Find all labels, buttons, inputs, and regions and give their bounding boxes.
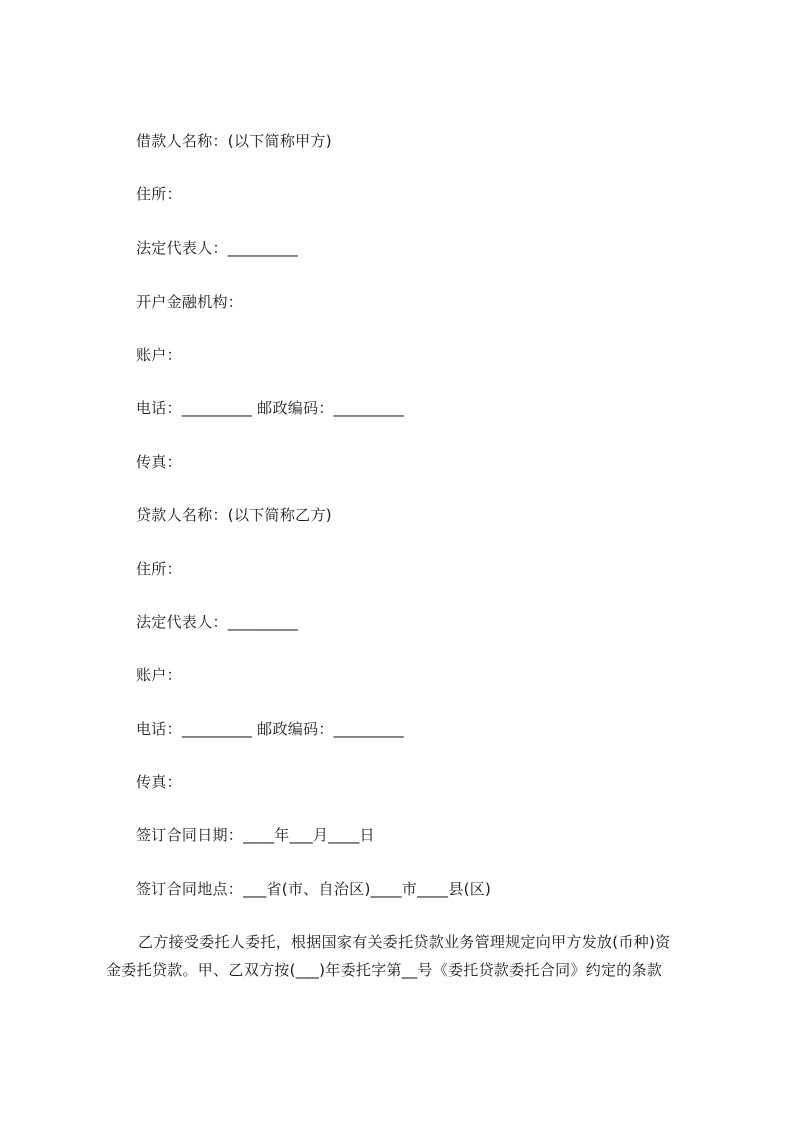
lender-legal-rep-line: 法定代表人：_________: [136, 613, 299, 631]
borrower-address-line: 住所：: [136, 185, 182, 203]
borrower-fax-line: 传真：: [136, 453, 182, 471]
borrower-legal-rep-line: 法定代表人：_________: [136, 239, 299, 257]
lender-address-line: 住所：: [136, 560, 182, 578]
borrower-account-line: 账户：: [136, 346, 182, 364]
paragraph-line-2: 金委托贷款。甲、乙双方按(___)年委托字第__号《委托贷款委托合同》约定的条款: [106, 961, 663, 979]
lender-phone-postcode-line: 电话：_________ 邮政编码：_________: [136, 720, 404, 738]
lender-account-line: 账户：: [136, 666, 182, 684]
borrower-phone-postcode-line: 电话：_________ 邮政编码：_________: [136, 399, 404, 417]
signing-place-line: 签订合同地点：___省(市、自治区)____市____县(区): [136, 880, 492, 898]
lender-fax-line: 传真：: [136, 773, 182, 791]
lender-name-line: 贷款人名称：(以下简称乙方): [136, 506, 332, 524]
paragraph-line-1: 乙方接受委托人委托，根据国家有关委托贷款业务管理规定向甲方发放(币种)资: [138, 933, 671, 951]
signing-date-line: 签订合同日期：____年___月____日: [136, 826, 375, 844]
borrower-bank-line: 开户金融机构：: [136, 293, 244, 311]
borrower-name-line: 借款人名称：(以下简称甲方): [136, 132, 332, 150]
